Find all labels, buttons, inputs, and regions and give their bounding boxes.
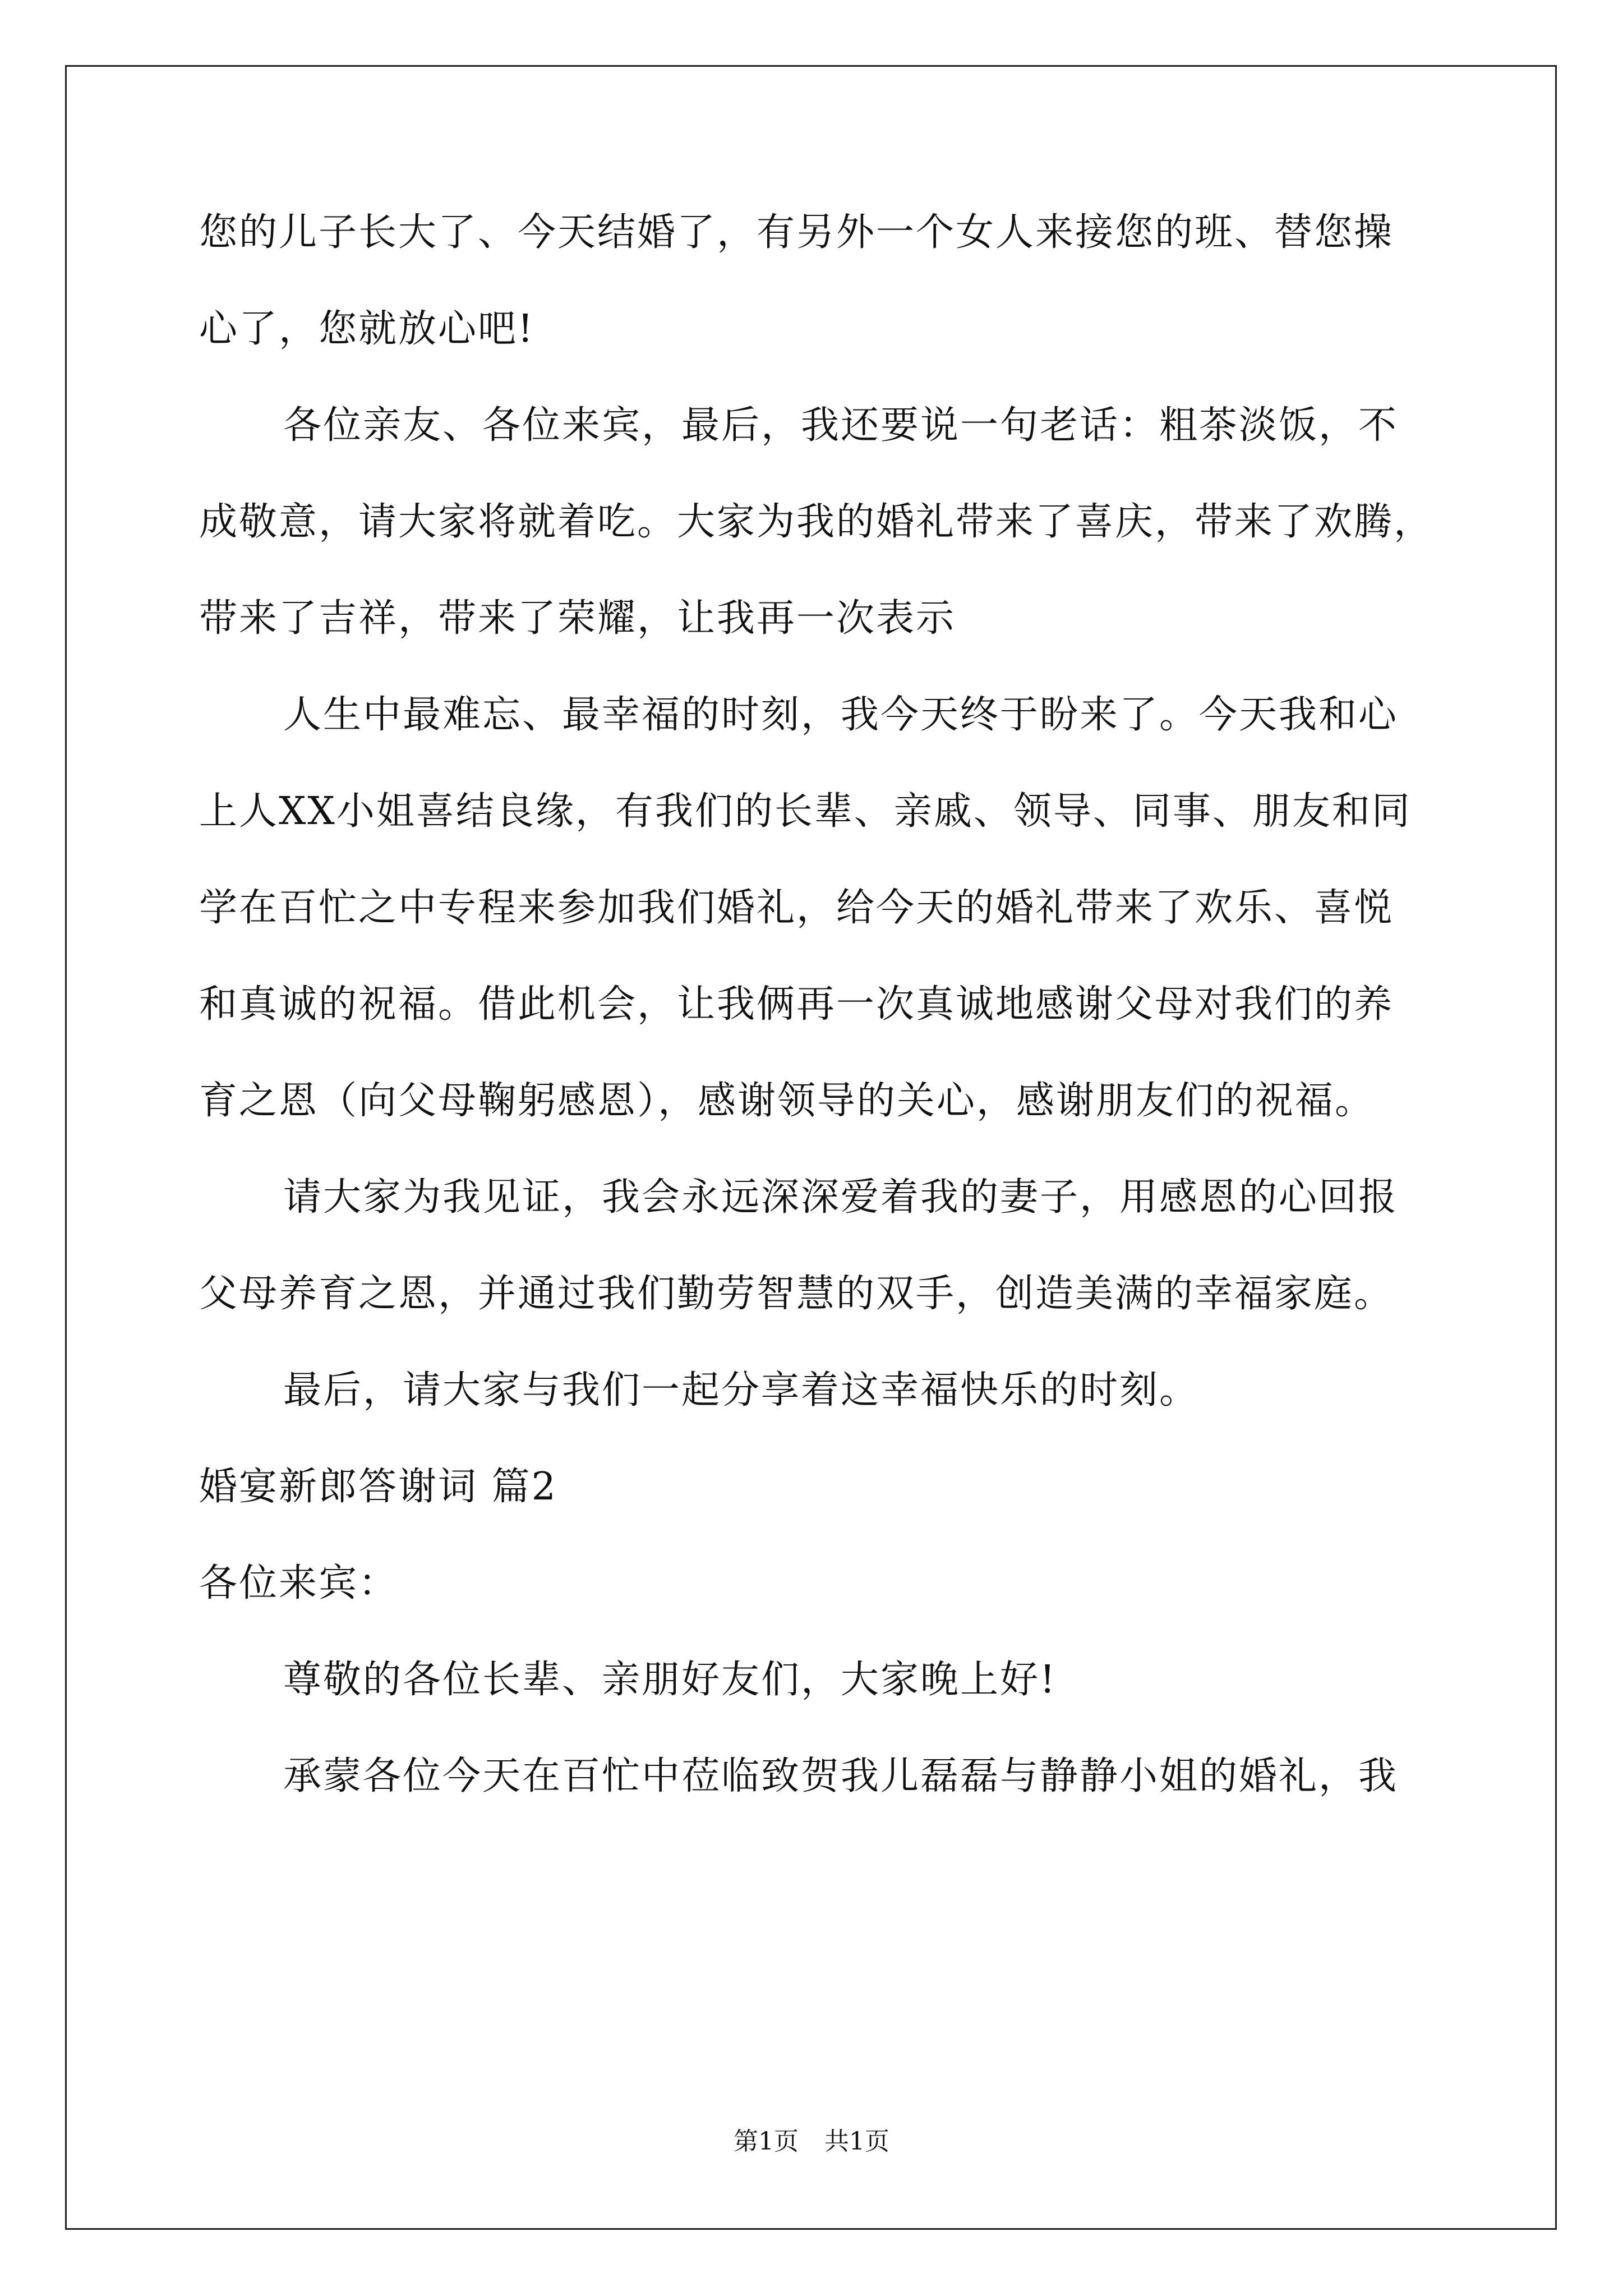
paragraph-start: 承蒙各位今天在百忙中莅临致贺我儿磊磊与静静小姐的婚礼，我 [283,1754,1399,1798]
page-total: 共1页 [824,2127,889,2156]
page-border [65,65,1557,2230]
text-line: 和真诚的祝福。借此机会，让我俩再一次真诚地感谢父母对我们的养 [199,982,1394,1027]
text-line: 您的儿子长大了、今天结婚了，有另外一个女人来接您的班、替您操 [199,210,1394,255]
text-line: 带来了吉祥，带来了荣耀，让我再一次表示 [199,596,956,641]
text-line: 上人XX小姐喜结良缘，有我们的长辈、亲戚、领导、同事、朋友和同 [199,789,1412,834]
paragraph-start: 最后，请大家与我们一起分享着这幸福快乐的时刻。 [283,1368,1200,1412]
page-footer [0,2125,1623,2159]
text-line: 成敬意，请大家将就着吃。大家为我的婚礼带来了喜庆，带来了欢腾， [199,500,1434,544]
salutation: 各位来宾： [199,1561,399,1605]
text-line: 学在百忙之中专程来参加我们婚礼，给今天的婚礼带来了欢乐、喜悦 [199,886,1394,930]
paragraph-start: 请大家为我见证，我会永远深深爱着我的妻子，用感恩的心回报 [283,1175,1399,1220]
text-line: 心了，您就放心吧! [199,307,535,351]
paragraph-start: 人生中最难忘、最幸福的时刻，我今天终于盼来了。今天我和心 [283,693,1399,737]
text-line: 育之恩（向父母鞠躬感恩），感谢领导的关心，感谢朋友们的祝福。 [199,1079,1375,1123]
paragraph-start: 各位亲友、各位来宾，最后，我还要说一句老话：粗茶淡饭，不 [283,403,1399,448]
paragraph-start: 尊敬的各位长辈、亲朋好友们，大家晚上好! [283,1658,1057,1702]
section-heading: 婚宴新郎答谢词 篇2 [199,1465,557,1509]
page-number: 第1页 [734,2127,799,2156]
text-line: 父母养育之恩，并通过我们勤劳智慧的双手，创造美满的幸福家庭。 [199,1272,1394,1316]
